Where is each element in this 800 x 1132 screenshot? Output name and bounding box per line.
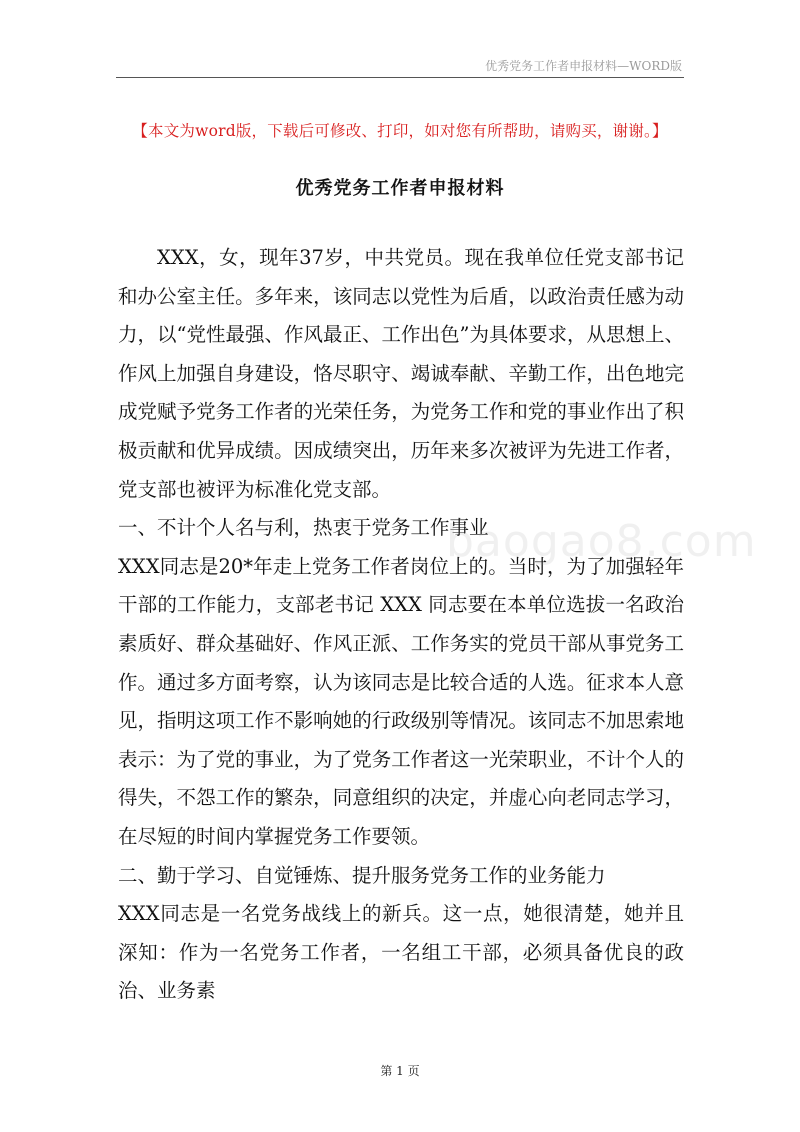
running-header: 优秀党务工作者申报材料—WORD版: [485, 59, 682, 73]
header-divider: [116, 77, 684, 78]
page-number: 第 1 页: [380, 1064, 420, 1078]
watermark: baogao8.com: [446, 516, 757, 567]
section-2-paragraph: XXX同志是一名党务战线上的新兵。这一点，她很清楚，她并且深知：作为一名党务工作者，一名组工干部，必须具备优良的政治、业务素: [118, 902, 684, 1003]
section-1-paragraph: XXX同志是20*年走上党务工作者岗位上的。当时，为了加强轻年干部的工作能力，支部老书记 XXX 同志要在本单位选拔一名政治素质好、群众基础好、作风正派、工作务实的党员干部从事党务工作。通过多方面考察，认为该同志是比较合适的人选。征求本人意见，指明这项工作不影响她的行政级别等情况。该同志不加思索地表示：为了党的事业，为了党务工作者这一光荣职业，不计个人的得失，不怨工作的繁杂，同意组织的决定，并虚心向老同志学习，在尽短的时间内掌握党务工作要领。: [118, 554, 684, 848]
section-heading-2: 二、勤于学习、自觉锤炼、提升服务党务工作的业务能力: [118, 863, 606, 887]
document-title: 优秀党务工作者申报材料: [295, 178, 505, 199]
intro-paragraph: XXX，女，现年37岁，中共党员。现在我单位任党支部书记和办公室主任。多年来，该同志以党性为后盾，以政治责任感为动力，以“党性最强、作风最正、工作出色”为具体要求，从思想上、作风上加强自身建设，恪尽职守、竭诚奉献、辛勤工作，出色地完成党赋予党务工作者的光荣任务，为党务工作和党的事业作出了积极贡献和优异成绩。因成绩突出，历年来多次被评为先进工作者，党支部也被评为标准化党支部。: [118, 246, 684, 501]
section-heading-1: 一、不计个人名与利，热衷于党务工作事业: [118, 516, 489, 540]
purchase-notice: 【本文为word版，下载后可修改、打印，如对您有所帮助，请购买，谢谢。】: [132, 122, 668, 140]
document-body: [118, 239, 684, 1011]
